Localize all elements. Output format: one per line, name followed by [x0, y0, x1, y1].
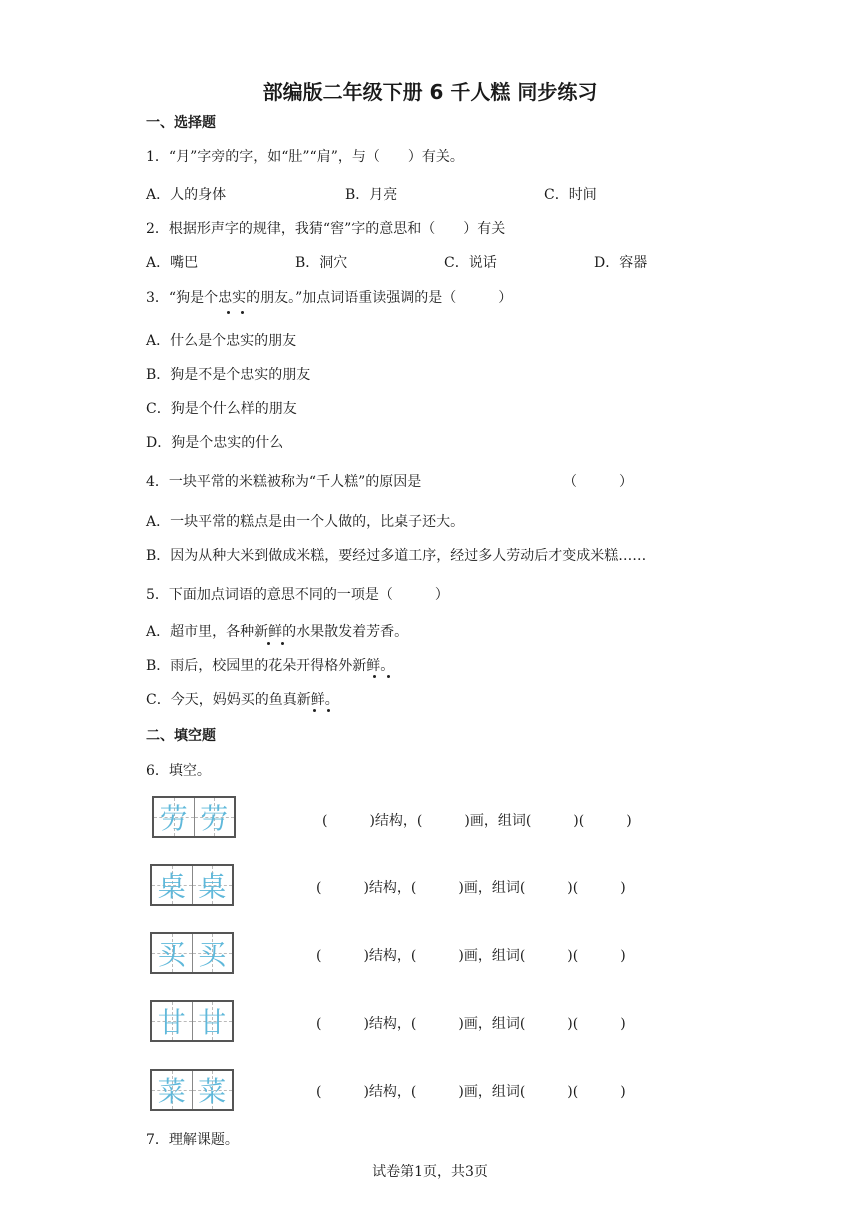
question-7-stem: 7．理解课题。: [146, 1132, 239, 1148]
question-6-stem: 6．填空。: [146, 763, 211, 779]
character: 买: [198, 938, 227, 971]
emphasis-dot: [267, 642, 270, 645]
question-2-option-c: C．说话: [444, 255, 497, 271]
fill-blank-row-3: ( )结构，( )画，组词( )( ): [316, 948, 626, 964]
question-1-stem: 1．“月”字旁的字，如“肚”“肩”，与（ ）有关。: [146, 149, 464, 165]
character: 菜: [157, 1075, 186, 1108]
question-3-stem: 3．“狗是个忠实的朋友。”加点词语重读强调的是（ ）: [146, 290, 513, 306]
question-5-stem: 5．下面加点词语的意思不同的一项是（ ）: [146, 587, 449, 603]
question-4-option-a: A．一块平常的糕点是由一个人做的，比桌子还大。: [146, 514, 465, 530]
character: 桌: [198, 870, 227, 903]
question-3-option-a: A．什么是个忠实的朋友: [146, 333, 297, 349]
emphasis-dot: [327, 709, 330, 712]
question-4-answer-paren: （ ）: [563, 474, 633, 490]
question-3-option-b: B．狗是不是个忠实的朋友: [146, 367, 311, 383]
emphasis-dot: [227, 311, 230, 314]
question-5-option-b: B．雨后，校园里的花朵开得格外新鲜。: [146, 658, 395, 674]
fill-blank-row-4: ( )结构，( )画，组词( )( ): [316, 1016, 626, 1032]
question-1-option-a: A．人的身体: [146, 187, 227, 203]
question-3-option-d: D．狗是个忠实的什么: [146, 435, 284, 451]
question-5-option-c: C．今天，妈妈买的鱼真新鲜。: [146, 692, 339, 708]
question-5-option-a: A．超市里，各种新鲜的水果散发着芳香。: [146, 624, 409, 640]
fill-blank-row-1: ( )结构，( )画，组词( )( ): [322, 813, 632, 829]
character: 桌: [157, 870, 186, 903]
character: 甘: [157, 1006, 186, 1039]
question-4-stem: 4．一块平常的米糕被称为“千人糕”的原因是: [146, 474, 422, 490]
character-grid-4: [150, 1000, 234, 1042]
emphasis-dot: [387, 675, 390, 678]
character-grid-2: [150, 864, 234, 906]
character: 劳: [200, 802, 229, 835]
question-1-option-c: C．时间: [544, 187, 597, 203]
fill-blank-row-2: ( )结构，( )画，组词( )( ): [316, 880, 626, 896]
emphasis-dot: [281, 642, 284, 645]
fill-blank-row-5: ( )结构，( )画，组词( )( ): [316, 1084, 626, 1100]
section-heading-fill: 二、填空题: [146, 728, 216, 744]
character-grid-3: [150, 932, 234, 974]
section-heading-choice: 一、选择题: [146, 115, 216, 131]
character: 劳: [159, 802, 188, 835]
question-2-option-b: B．洞穴: [295, 255, 348, 271]
question-2-option-d: D．容器: [594, 255, 648, 271]
question-2-stem: 2．根据形声字的规律，我猜“窖”字的意思和（ ）有关: [146, 221, 506, 237]
character: 买: [157, 938, 186, 971]
question-1-option-b: B．月亮: [345, 187, 398, 203]
character-grid-5: [150, 1069, 234, 1111]
character: 菜: [198, 1075, 227, 1108]
page-title: 部编版二年级下册 6 千人糕 同步练习: [262, 80, 598, 104]
emphasis-dot: [373, 675, 376, 678]
question-3-option-c: C．狗是个什么样的朋友: [146, 401, 297, 417]
character-grid-1: [152, 796, 236, 838]
question-4-option-b: B．因为从种大米到做成米糕，要经过多道工序，经过多人劳动后才变成米糕……: [146, 548, 647, 564]
page-footer: 试卷第1页，共3页: [372, 1164, 488, 1180]
emphasis-dot: [241, 311, 244, 314]
question-2-option-a: A．嘴巴: [146, 255, 199, 271]
emphasis-dot: [313, 709, 316, 712]
character: 甘: [198, 1006, 227, 1039]
